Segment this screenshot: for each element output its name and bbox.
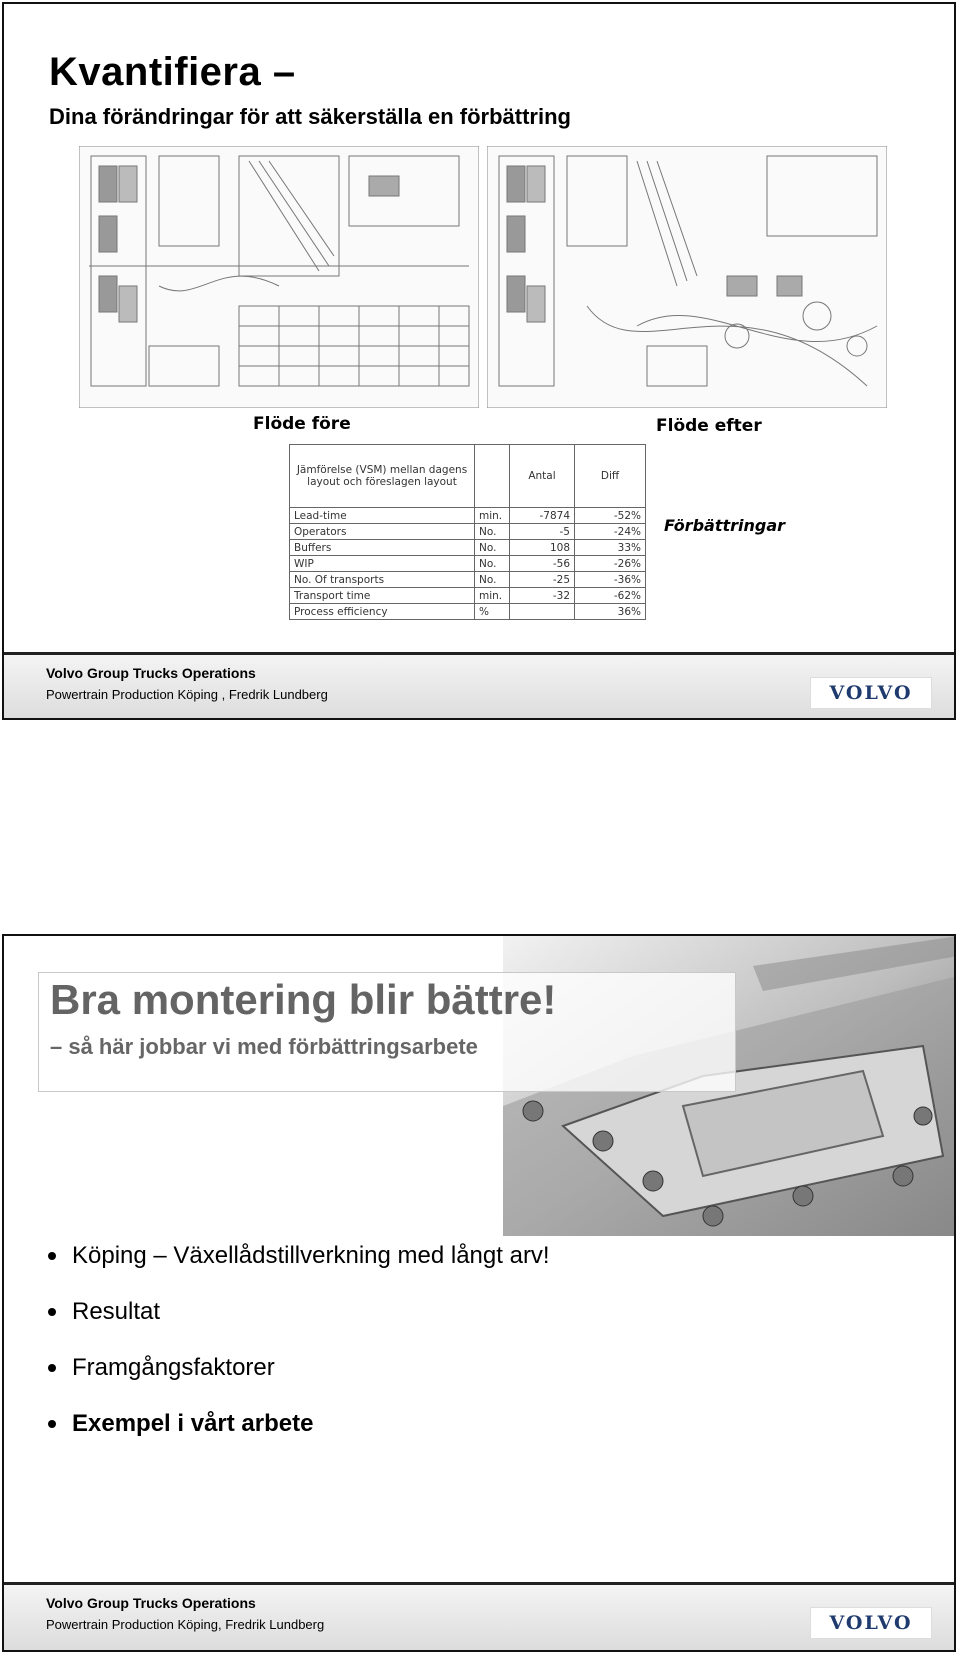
slide-footer	[4, 652, 954, 720]
bullet-list	[46, 1242, 550, 1466]
table-cell-metric: Lead-time	[290, 508, 475, 524]
bullet-item	[46, 1242, 550, 1298]
table-cell-diff: -62%	[575, 588, 646, 604]
volvo-logo-text: VOLVO	[829, 682, 913, 704]
table-cell-diff: -52%	[575, 508, 646, 524]
slide-title: Kvantifiera –	[49, 50, 296, 94]
table-header-diff: Diff	[575, 445, 646, 508]
table-row	[290, 508, 646, 524]
table-cell-diff: -24%	[575, 524, 646, 540]
table-cell-metric: Operators	[290, 524, 475, 540]
table-cell-antal: -32	[510, 588, 575, 604]
table-cell-antal: -25	[510, 572, 575, 588]
table-header-row	[290, 445, 646, 508]
footer-org: Volvo Group Trucks Operations	[46, 665, 256, 681]
floorplan-before-image	[79, 146, 479, 408]
label-flow-after: Flöde efter	[656, 416, 762, 436]
slide-title: Bra montering blir bättre!	[50, 976, 557, 1023]
table-cell-metric: Transport time	[290, 588, 475, 604]
slide-footer	[4, 1582, 954, 1651]
footer-dept: Powertrain Production Köping, Fredrik Lundberg	[46, 1617, 325, 1632]
table-cell-antal: -5	[510, 524, 575, 540]
table-cell-antal: -56	[510, 556, 575, 572]
table-cell-antal: -7874	[510, 508, 575, 524]
bullet-dot-icon	[48, 1420, 56, 1428]
volvo-logo	[810, 677, 932, 709]
slide-bra-montering	[2, 934, 956, 1652]
table-cell-metric: Process efficiency	[290, 604, 475, 620]
bullet-item	[46, 1298, 550, 1354]
bullet-dot-icon	[48, 1252, 56, 1260]
floorplan-after-image	[487, 146, 887, 408]
bullet-dot-icon	[48, 1308, 56, 1316]
table-row	[290, 604, 646, 620]
slide-kvantifiera	[2, 2, 956, 720]
slide-subtitle: – så här jobbar vi med förbättringsarbete	[50, 1034, 478, 1059]
table-cell-antal: 108	[510, 540, 575, 556]
table-header-unit	[475, 445, 510, 508]
bullet-text: Resultat	[72, 1298, 161, 1325]
table-cell-metric: No. Of transports	[290, 572, 475, 588]
table-cell-unit: min.	[475, 508, 510, 524]
table-cell-unit: min.	[475, 588, 510, 604]
table-row	[290, 524, 646, 540]
table-row	[290, 588, 646, 604]
table-row	[290, 572, 646, 588]
volvo-logo-text: VOLVO	[829, 1612, 913, 1634]
table-cell-metric: WIP	[290, 556, 475, 572]
volvo-logo	[810, 1607, 932, 1639]
bullet-item	[46, 1410, 550, 1466]
footer-dept: Powertrain Production Köping , Fredrik Lundberg	[46, 687, 328, 702]
bullet-dot-icon	[48, 1364, 56, 1372]
table-cell-unit: No.	[475, 540, 510, 556]
table-header-antal: Antal	[510, 445, 575, 508]
footer-org: Volvo Group Trucks Operations	[46, 1595, 256, 1611]
table-cell-antal	[510, 604, 575, 620]
bullet-item	[46, 1354, 550, 1410]
table-cell-unit: %	[475, 604, 510, 620]
table-cell-unit: No.	[475, 556, 510, 572]
label-improvements: Förbättringar	[664, 516, 786, 535]
comparison-table	[289, 444, 646, 620]
table-cell-unit: No.	[475, 524, 510, 540]
label-flow-before: Flöde före	[253, 414, 351, 434]
bullet-text: Framgångsfaktorer	[72, 1354, 275, 1381]
table-cell-diff: -26%	[575, 556, 646, 572]
slide-subtitle: Dina förändringar för att säkerställa en förbättring	[49, 104, 571, 129]
bullet-text: Köping – Växellådstillverkning med långt arv!	[72, 1242, 550, 1269]
table-row	[290, 540, 646, 556]
table-cell-unit: No.	[475, 572, 510, 588]
table-row	[290, 556, 646, 572]
table-cell-diff: -36%	[575, 572, 646, 588]
bullet-text: Exempel i vårt arbete	[72, 1410, 314, 1437]
table-header-comparison: Jämförelse (VSM) mellan dagens layout och föreslagen layout	[290, 445, 475, 508]
table-cell-diff: 33%	[575, 540, 646, 556]
table-cell-diff: 36%	[575, 604, 646, 620]
table-cell-metric: Buffers	[290, 540, 475, 556]
